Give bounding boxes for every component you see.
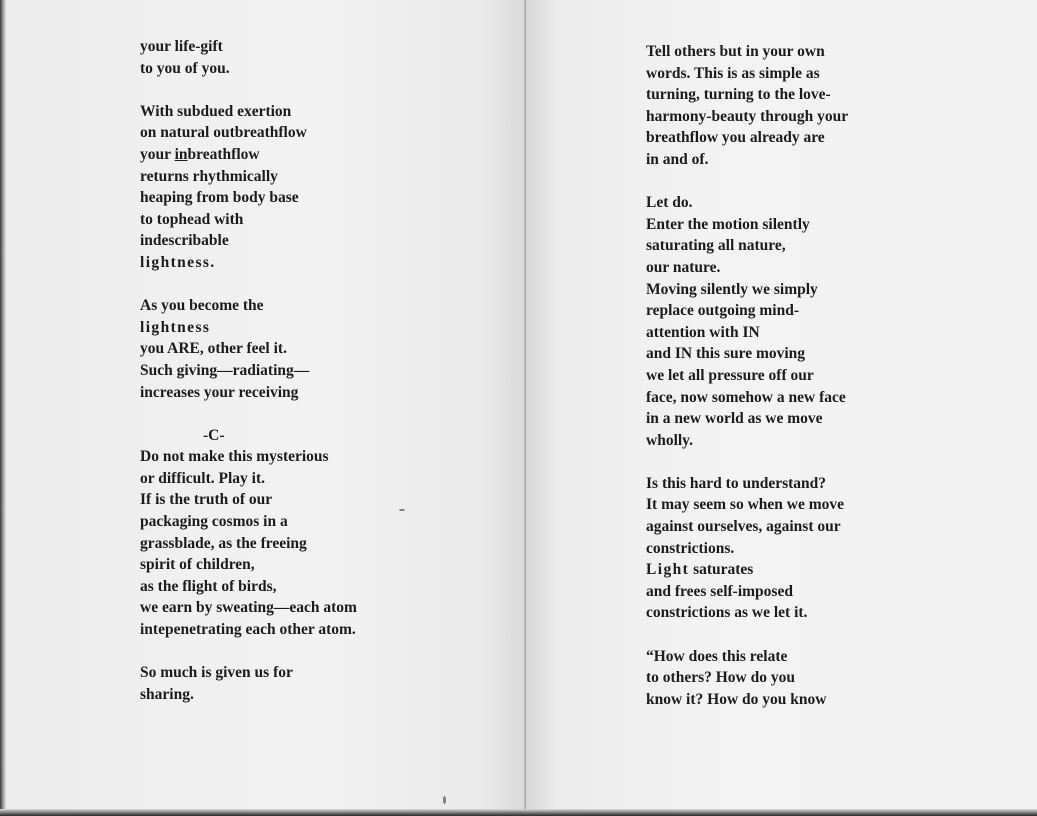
text-line: grassblade, as the freeing xyxy=(140,534,307,552)
text-line: So much is given us for xyxy=(140,664,293,682)
text-line: constrictions. xyxy=(646,539,735,557)
text-line: know it? How do you know xyxy=(646,690,827,708)
text-line: Is this hard to understand? xyxy=(646,474,827,492)
text-line: to tophead with xyxy=(140,210,244,228)
text-line: face, now somehow a new face xyxy=(646,388,846,406)
section-marker: -C- xyxy=(203,426,225,444)
text-line: “How does this relate xyxy=(646,647,788,665)
text-line: It may seem so when we move xyxy=(646,496,845,514)
text-line: intepenetrating each other atom. xyxy=(140,621,356,639)
text-line: indescribable xyxy=(140,232,229,250)
text-line: spirit of children, xyxy=(140,556,255,574)
spaced-word: Light xyxy=(646,561,690,579)
text-line: heaping from body base xyxy=(140,189,299,207)
underlined-word: in xyxy=(174,145,188,163)
text-line: Tell others but in your own xyxy=(646,43,825,60)
text-line: sharing. xyxy=(140,685,194,703)
text-line-spaced: lightness. xyxy=(140,253,216,271)
text-line: and IN this sure moving xyxy=(646,345,806,363)
right-page xyxy=(526,0,1037,809)
text-line: Let do. xyxy=(646,194,693,212)
text-line: as the flight of birds, xyxy=(140,577,277,595)
left-page xyxy=(6,0,526,809)
text-line: As you become the xyxy=(140,297,264,315)
paper-speck xyxy=(399,509,405,511)
text-line: With subdued exertion xyxy=(140,102,292,120)
text-fragment: your xyxy=(140,145,175,163)
text-line: saturating all nature, xyxy=(646,237,786,255)
text-fragment: saturates xyxy=(689,561,754,579)
text-line: returns rhythmically xyxy=(140,167,278,185)
text-line: replace outgoing mind- xyxy=(646,302,799,320)
text-line: against ourselves, against our xyxy=(646,518,841,536)
text-line xyxy=(140,144,357,166)
text-line: Such giving—radiating— xyxy=(140,361,310,379)
text-line: Do not make this mysterious xyxy=(140,448,329,466)
text-line: packaging cosmos in a xyxy=(140,513,288,531)
text-line: If is the truth of our xyxy=(140,491,273,509)
text-line xyxy=(646,559,848,581)
text-line: increases your receiving xyxy=(140,383,299,401)
text-line: Enter the motion silently xyxy=(646,215,810,233)
text-line: breathflow you already are xyxy=(646,129,825,147)
text-line: you ARE, other feel it. xyxy=(140,340,287,358)
text-line: Moving silently we simply xyxy=(646,280,818,298)
text-fragment: breathflow xyxy=(187,145,260,163)
text-line: wholly. xyxy=(646,431,693,449)
text-line: words. This is as simple as xyxy=(646,64,820,82)
text-line: your life-gift xyxy=(140,38,223,55)
text-line: and frees self-imposed xyxy=(646,582,793,600)
book-bottom-edge xyxy=(0,809,1037,816)
text-line: to others? How do you xyxy=(646,669,795,687)
text-line: in a new world as we move xyxy=(646,410,823,428)
text-line: we let all pressure off our xyxy=(646,366,814,384)
text-line: or difficult. Play it. xyxy=(140,469,265,487)
text-line: harmony-beauty through your xyxy=(646,107,849,125)
text-line: in and of. xyxy=(646,150,709,168)
text-line: we earn by sweating—each atom xyxy=(140,599,357,617)
text-line: our nature. xyxy=(646,258,721,276)
text-line: constrictions as we let it. xyxy=(646,604,808,622)
text-line: to you of you. xyxy=(140,59,230,77)
text-line: turning, turning to the love- xyxy=(646,86,831,104)
text-line: attention with IN xyxy=(646,323,760,341)
paper-speck xyxy=(443,796,446,804)
right-page-text xyxy=(646,41,848,710)
left-page-text xyxy=(140,36,357,705)
text-line-spaced: lightness xyxy=(140,318,211,336)
text-line: on natural outbreathflow xyxy=(140,124,307,142)
